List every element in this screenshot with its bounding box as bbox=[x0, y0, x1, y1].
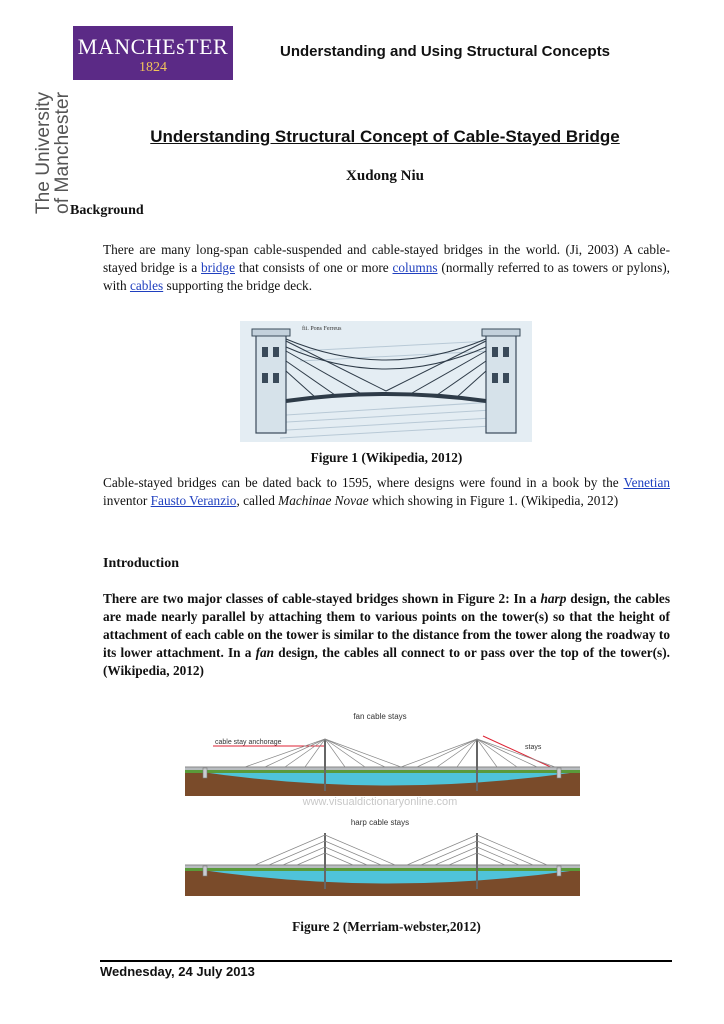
background-heading: Background bbox=[70, 203, 144, 218]
para3-text-2: design, the cables are made nearly parallel by attaching them to various points on the tower(s) so that the height of attachment of each cable on the tower is similar to the distance from the tower along the roadway to its lower attachment. In a bbox=[103, 591, 670, 660]
link-columns[interactable]: columns bbox=[392, 260, 438, 275]
para3-text-1: There are two major classes of cable-stayed bridges shown in Figure 2: In a bbox=[103, 591, 541, 606]
para2-text-4: which showing in Figure 1. (Wikipedia, 2012) bbox=[368, 493, 619, 508]
harp-label: harp cable stays bbox=[350, 818, 410, 827]
para1-text-4: supporting the bridge deck. bbox=[163, 278, 313, 293]
logo-year: 1824 bbox=[139, 60, 167, 75]
introduction-heading: Introduction bbox=[103, 556, 179, 571]
figure-1-caption: Figure 1 (Wikipedia, 2012) bbox=[310, 450, 463, 465]
figure-2-caption: Figure 2 (Merriam-webster,2012) bbox=[292, 919, 481, 934]
link-bridge[interactable]: bridge bbox=[201, 260, 235, 275]
para1-text-3: (normally referred to as towers or pylons), with bbox=[103, 260, 670, 293]
term-harp: harp bbox=[540, 591, 567, 606]
university-logo bbox=[73, 26, 233, 80]
figure-1-engraving bbox=[240, 321, 532, 442]
para2-text-1: Cable-stayed bridges can be dated back to 1595, where designs were found in a book by the bbox=[103, 475, 624, 490]
anchorage-label: cable stay anchorage bbox=[215, 739, 282, 746]
university-wordmark bbox=[31, 90, 71, 215]
background-paragraph bbox=[103, 241, 670, 295]
link-fausto-veranzio[interactable]: Fausto Veranzio bbox=[150, 493, 237, 508]
footer-date: Wednesday, 24 July 2013 bbox=[100, 964, 255, 979]
logo-name: MANCHEsTER bbox=[77, 34, 229, 59]
history-paragraph bbox=[103, 474, 670, 510]
para1-text-2: that consists of one or more bbox=[235, 260, 393, 275]
wordmark-line1: The University bbox=[33, 92, 54, 214]
link-venetian[interactable]: Venetian bbox=[623, 475, 670, 490]
term-fan: fan bbox=[255, 645, 275, 660]
left-tower bbox=[252, 329, 290, 433]
book-title: Machinae Novae bbox=[278, 493, 369, 508]
introduction-paragraph bbox=[103, 590, 670, 680]
footer-divider bbox=[100, 960, 672, 962]
running-header: Understanding and Using Structural Concepts bbox=[280, 43, 611, 60]
para2-text-2: inventor bbox=[103, 493, 151, 508]
figure-2-diagram bbox=[185, 709, 580, 904]
engraving-inscription: fii. Pons Ferreus bbox=[302, 326, 342, 332]
author-name: Xudong Niu bbox=[346, 168, 424, 184]
para1-text-1: There are many long-span cable-suspended and cable-stayed bridges in the world. (Ji, 2003) A cable-stayed bridge is a bbox=[103, 242, 670, 275]
document-title: Understanding Structural Concept of Cable-Stayed Bridge bbox=[150, 127, 620, 146]
para2-text-3: , called bbox=[236, 493, 279, 508]
link-cables[interactable]: cables bbox=[129, 278, 164, 293]
stays-pointer bbox=[483, 736, 555, 769]
watermark: www.visualdictionaryonline.com bbox=[302, 796, 458, 808]
right-tower bbox=[482, 329, 520, 433]
para3-text-3: design, the cables all connect to or pass over the top of the tower(s). (Wikipedia, 2012) bbox=[103, 645, 670, 678]
fan-label: fan cable stays bbox=[353, 712, 407, 721]
stays-label: stays bbox=[525, 744, 542, 751]
wordmark-line2: of Manchester bbox=[52, 93, 71, 214]
